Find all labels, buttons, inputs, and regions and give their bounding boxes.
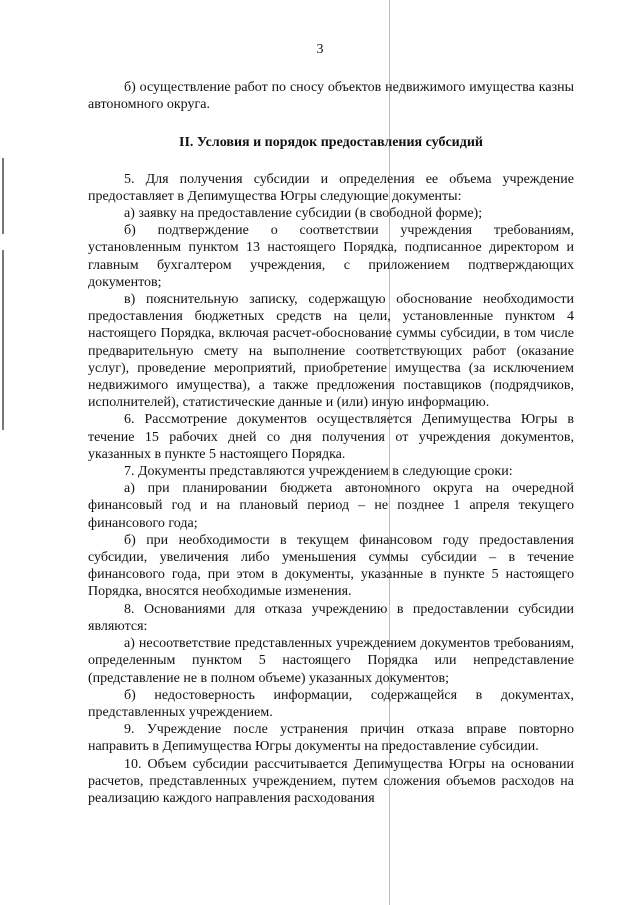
paragraph: в) пояснительную записку, содержащую обоснование необходимости предоставления бюджетных средств на цели, установленные пунктом 4 настоящего Порядка, включая расчет-обоснование суммы субсидии, в том числе предварительную смету на выполнение соответствующих работ (оказание услуг), проведение мероприятий, приобретение имущества (за исключением недвижимого имущества), а также предложения поставщиков (подрядчиков, исполнителей), статистические данные и (или) иную информацию. [88,292,574,411]
paragraph: б) при необходимости в текущем финансовом году предоставления субсидии, увеличения либо уменьшения суммы субсидии – в течение финансового года, при этом в документы, указанные в пункте 5 настоящего Порядка, вносятся необходимые изменения. [88,532,574,600]
paragraph: б) подтверждение о соответствии учреждения требованиям, установленным пунктом 13 настоящего Порядка, подписанное директором и главным бухгалтером учреждения, с приложением подтверждающих документов; [88,223,574,290]
paragraph: 8. Основаниями для отказа учреждению в предоставлении субсидии являются: [88,601,574,634]
paragraph: б) осуществление работ по сносу объектов недвижимого имущества казны автономного округа. [88,80,574,113]
paragraph: а) несоответствие представленных учреждением документов требованиям, определенным пунктом 5 настоящего Порядка или непредставление (представление не в полном объеме) указанных документов; [88,636,574,686]
section-heading: II. Условия и порядок предоставления субсидий [179,135,483,151]
document-body [88,79,574,807]
page-number: 3 [316,42,324,57]
paragraph: 7. Документы представляются учреждением в следующие сроки: [124,464,513,480]
paragraph: а) заявку на предоставление субсидии (в свободной форме); [124,206,483,222]
paragraph: 5. Для получения субсидии и определения ее объема учреждение предоставляет в Депимущества Югры следующие документы: [88,171,574,204]
scan-edge-mark [2,250,4,430]
paragraph: 10. Объем субсидии рассчитывается Депимущества Югры на основании расчетов, представленных учреждением, путем сложения объемов расходов на реализацию каждого направления расходования [88,756,574,806]
scan-edge-mark [2,158,4,234]
paragraph: а) при планировании бюджета автономного округа на очередной финансовый год и на плановый период – не позднее 1 апреля текущего финансового года; [88,481,574,531]
paragraph: 9. Учреждение после устранения причин отказа вправе повторно направить в Депимущества Югры документы на предоставление субсидии. [88,722,574,755]
paragraph: б) недостоверность информации, содержащейся в документах, представленных учреждением. [88,687,574,720]
paragraph: 6. Рассмотрение документов осуществляется Депимущества Югры в течение 15 рабочих дней со дня получения от учреждения документов, указанных в пункте 5 настоящего Порядка. [88,412,574,462]
